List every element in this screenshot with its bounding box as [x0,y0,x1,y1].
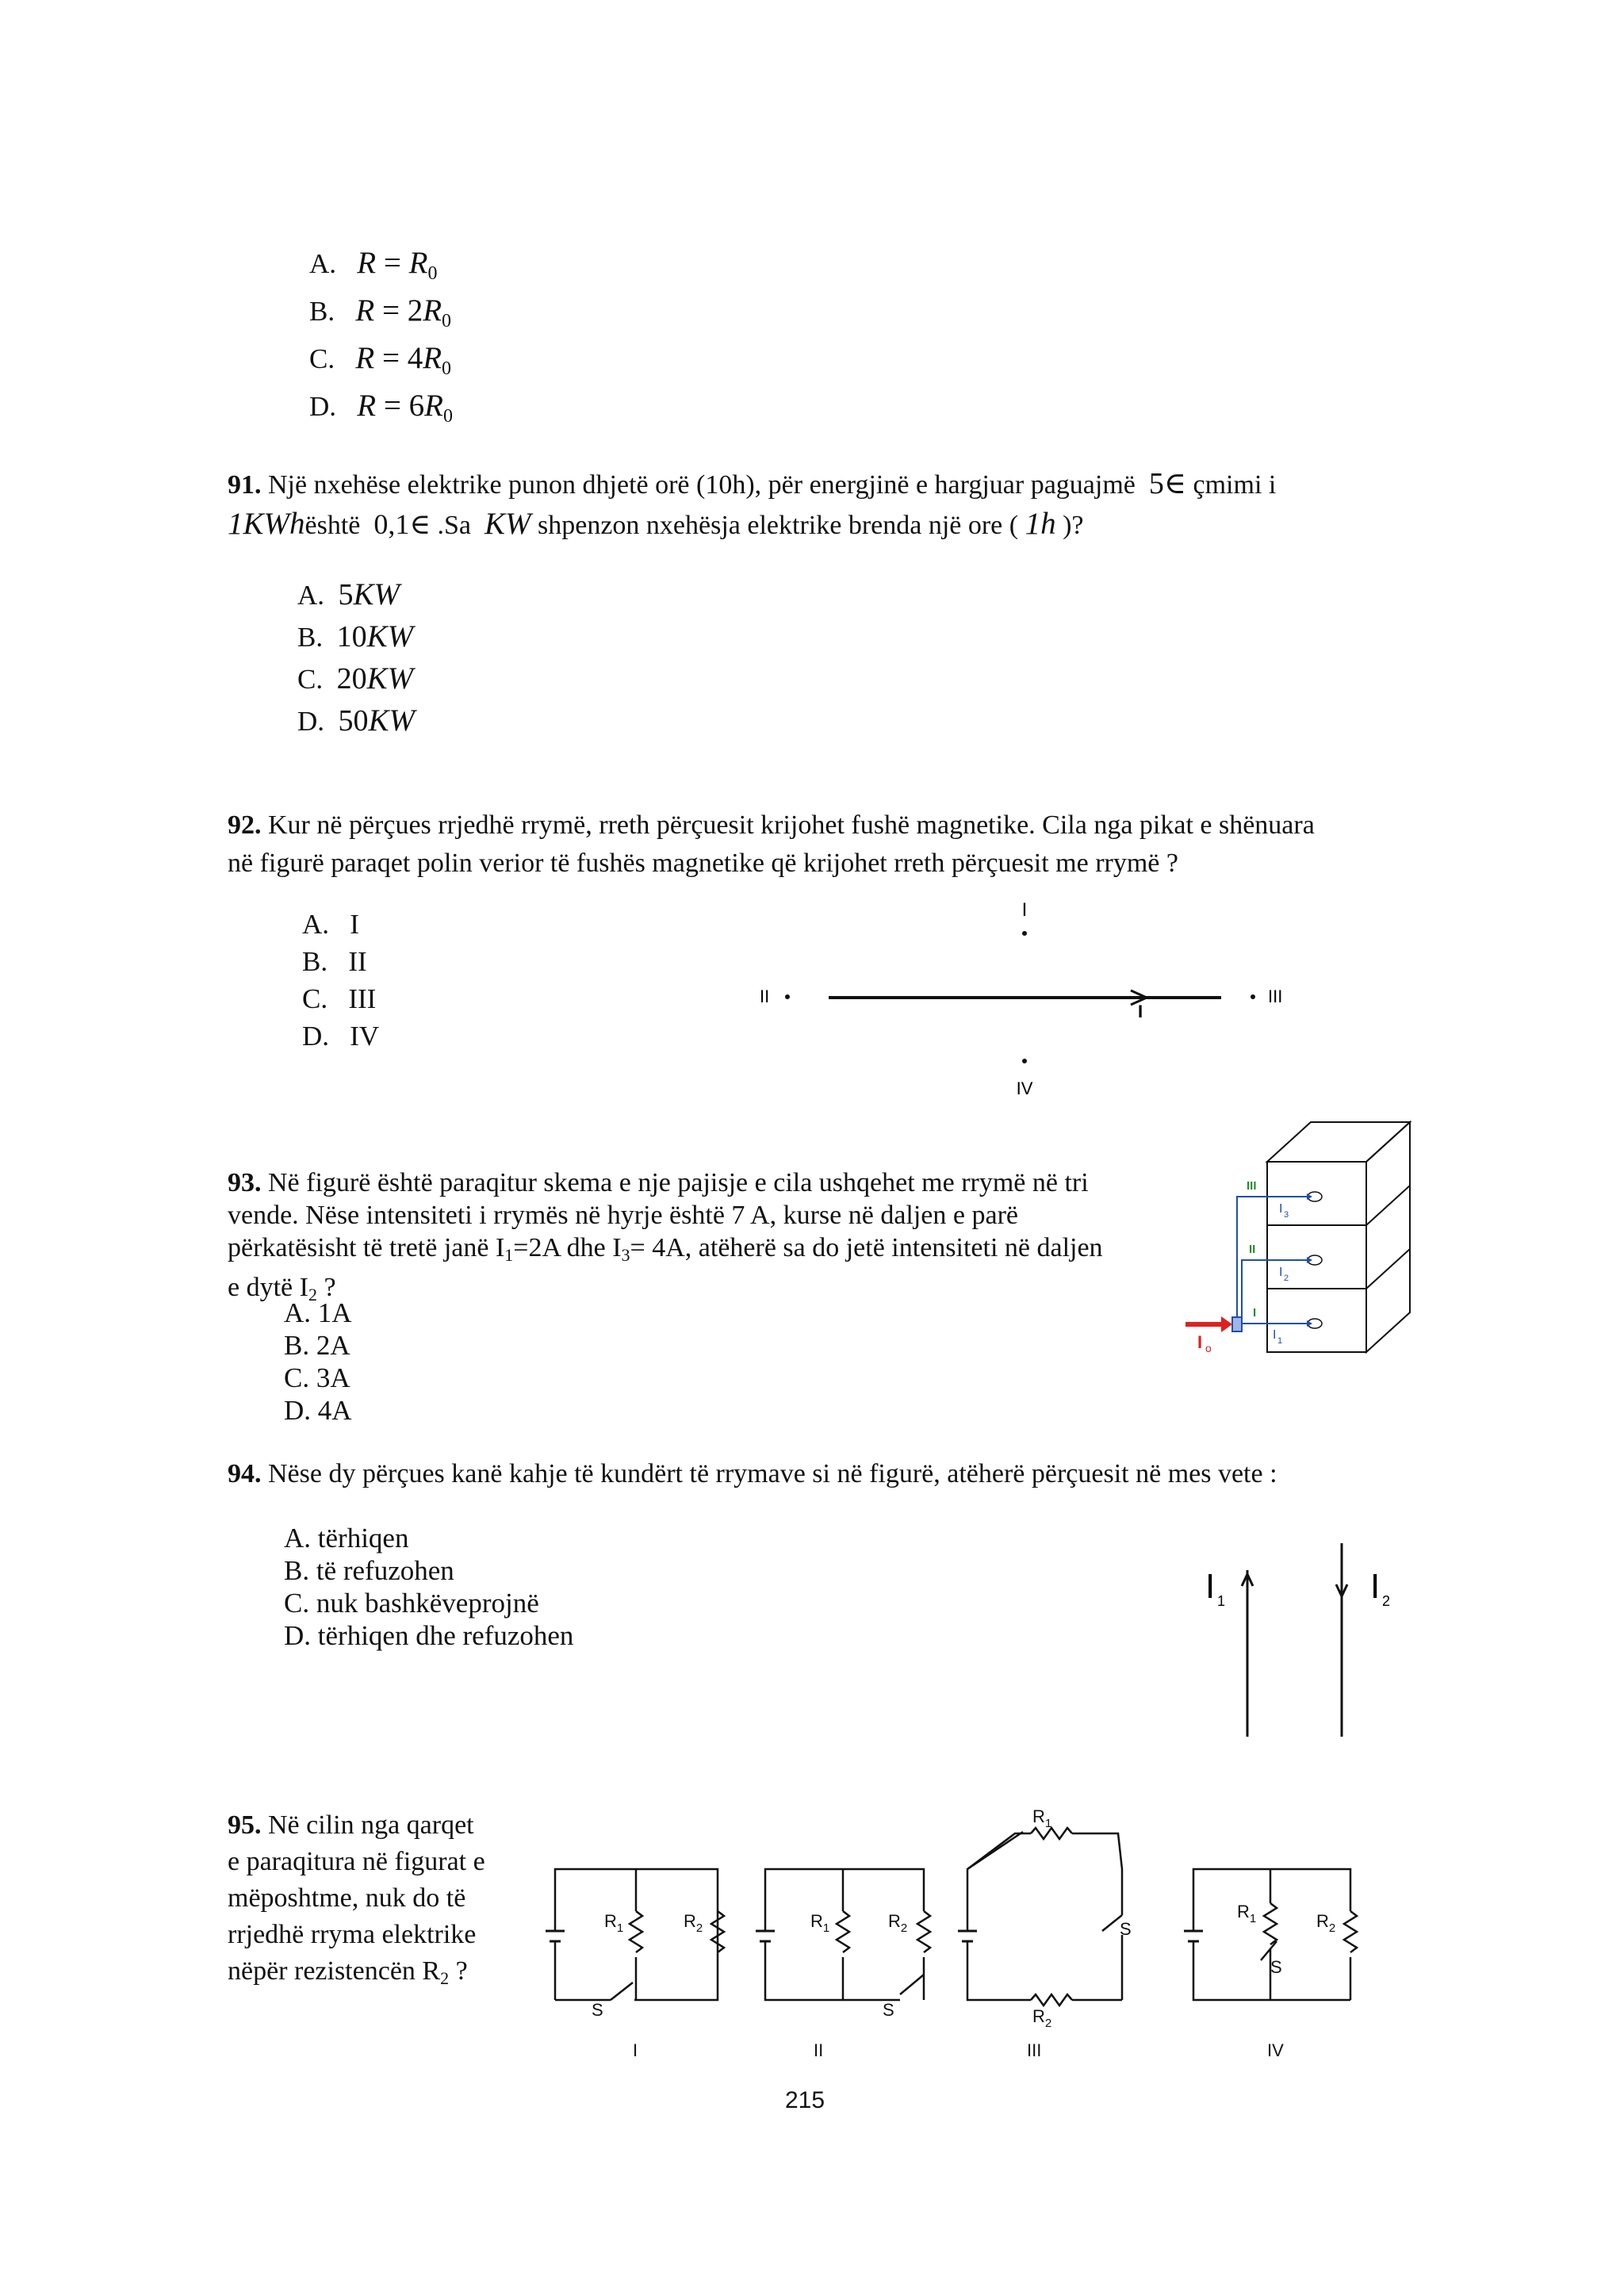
option-letter: C. [309,343,335,374]
input-current-label: I [1197,1332,1203,1352]
formula-sub: 0 [427,263,438,284]
option-text: II [348,946,367,977]
q93-device-figure [1174,1114,1427,1368]
option-letter: B. [297,622,324,653]
formula-coef: 2 [407,293,423,328]
point-ii-dot [785,994,790,999]
q93-line-4 [228,1271,1179,1311]
q93-text-3a: përkatësisht të tretë janë I [228,1233,505,1262]
q94-parallel-conductors-figure [1189,1531,1411,1737]
q91-question [228,468,1417,542]
formula-lhs: R [355,341,375,375]
question-number: 92. [228,810,262,840]
c3-caption: III [1027,2040,1042,2060]
q90-option-b [309,295,451,337]
formula-lhs: R [355,293,375,328]
option-letter: A. [302,909,330,940]
point-iv-dot [1022,1059,1027,1063]
q95-line-3: mëposhtme, nuk do të [228,1883,466,1913]
c4-r2-label: $R_2$ [1316,1911,1336,1935]
c1-switch-label: S [592,2000,603,2020]
question-number: 94. [228,1459,262,1488]
option-text: të refuzohen [316,1555,454,1586]
input-junction [1232,1317,1242,1331]
option-letter: B. [302,946,328,977]
page-number: 215 [785,2087,825,2113]
current-label: I [1138,1002,1143,1021]
q93-option-c [284,1362,350,1394]
q93-text-4b: ? [316,1273,336,1302]
q91-text-2-end: )? [1063,511,1084,540]
point-label-iv: IV [1016,1078,1033,1098]
output-label-iii: III [1247,1179,1257,1193]
option-letter: B. [284,1555,310,1586]
q91-rate: 0,1∈ [373,508,431,540]
option-text: 1A [317,1297,352,1328]
q91-text-1-end: çmimi i [1193,470,1277,500]
q95-line-4: rrjedhë rryma elektrike [228,1920,477,1949]
current-i2-sub: 2 [1284,1274,1289,1283]
current-i1-sub: 1 [1217,1593,1226,1609]
q95-text-1: Në cilin nga qarqet [268,1810,474,1840]
option-text: I [350,909,359,940]
option-letter: D. [302,1021,330,1052]
q91-line-2 [228,508,1417,542]
q93-sub-3: 3 [621,1245,630,1265]
q93-text-3c: = 4A, atëherë sa do jetë intensiteti në daljen [630,1233,1103,1262]
formula-eq: = [374,341,408,375]
option-letter: D. [284,1395,312,1426]
option-unit: KW [366,619,414,653]
q93-option-a [284,1297,352,1329]
formula-coef: 6 [408,389,425,423]
question-number: 95. [228,1810,262,1840]
q93-option-b [284,1330,350,1362]
c1-caption: I [633,2040,638,2060]
option-letter: A. [297,580,325,611]
c4-r1-label: $R_1$ [1237,1902,1257,1925]
q93-sub-1: 1 [504,1245,514,1265]
option-num: 50 [338,704,369,737]
formula-lhs: R [357,246,377,280]
q91-text-2b: .Sa [437,511,472,540]
option-formula [355,341,452,379]
question-number: 93. [228,1168,262,1197]
current-i1-label: I [1273,1328,1277,1342]
q91-text-2c: shpenzon nxehësja elektrike brenda një ore ( [538,511,1019,540]
point-label-i: I [1021,899,1028,921]
q94-option-a [284,1523,408,1554]
option-num: 5 [338,578,354,611]
arrow-2-icon [1307,1257,1312,1263]
option-letter: D. [284,1620,312,1651]
q91-option-b [297,621,413,653]
q92-option-a [302,909,359,941]
option-formula [357,246,438,284]
q93-text-3b: =2A dhe I [513,1233,622,1262]
q95-text-5b: ? [449,1956,468,1986]
circuit-3 [958,1828,1122,2006]
option-text: III [348,983,377,1014]
q92-option-b [302,946,367,978]
q91-hour: 1h [1025,507,1056,541]
option-text: nuk bashkëveprojnë [316,1588,539,1619]
current-i3-sub: 3 [1284,1210,1289,1220]
option-text: tërhiqen dhe refuzohen [317,1620,574,1651]
option-unit: KW [366,661,414,695]
question-number: 91. [228,470,262,500]
c3-r1-label: $R_1$ [1032,1806,1052,1830]
q95-sub-2: 2 [440,1968,450,1988]
option-letter: A. [309,248,337,279]
formula-eq: = [376,389,409,423]
c2-switch-label: S [883,2000,894,2020]
option-num: 20 [336,662,367,695]
q92-line-2: në figurë paraqet polin verior të fushës magnetike që krijohet rreth përçuesit me rrymë ? [228,849,1178,878]
c3-r2-label: $R_2$ [1032,2006,1052,2030]
current-i1-sub: 1 [1277,1336,1283,1346]
current-i3-label: I [1279,1202,1283,1216]
option-text: 2A [316,1330,350,1361]
q91-text-1: Një nxehëse elektrike punon dhjetë orë (10h), për energjinë e hargjuar paguajmë [268,470,1136,500]
q91-option-c [297,663,413,695]
q91-option-a [297,579,400,611]
q91-price: 5∈ [1148,467,1187,500]
arrow-3-icon [1307,1193,1312,1200]
q93-sub-2: 2 [308,1285,317,1304]
option-letter: B. [284,1330,310,1361]
q93-question [228,1167,1179,1311]
option-num: 10 [336,620,367,653]
c3-switch-label: S [1120,1919,1132,1939]
option-letter: C. [297,664,324,695]
formula-rhs: R [423,341,442,375]
q90-option-c [309,343,451,385]
q95-line-2: e paraqitura në figurat e [228,1847,485,1876]
q94-question [228,1458,1417,1490]
branch-wires [1237,1197,1307,1324]
q92-option-d [302,1021,379,1052]
c4-switch-label: S [1270,1957,1282,1977]
c4-caption: IV [1267,2040,1284,2060]
formula-coef: 4 [407,341,423,375]
q94-text-1: Nëse dy përçues kanë kahje të kundërt të rrymave si në figurë, atëherë përçuesit në mes vete : [268,1459,1277,1488]
option-letter: C. [284,1362,310,1393]
current-i1-label: I [1205,1567,1216,1606]
q91-kw: KW [485,507,531,541]
option-formula [357,389,453,427]
option-formula [355,293,452,331]
point-label-iii: III [1268,987,1283,1006]
q92-line-1 [228,809,1417,841]
c2-r2-label: $R_2$ [888,1911,908,1935]
formula-rhs: R [424,389,443,423]
q92-option-c [302,983,376,1015]
c1-r1-label: $R_1$ [604,1911,624,1935]
formula-lhs: R [357,389,377,423]
option-unit: KW [353,577,400,611]
q93-line-3 [228,1232,1179,1271]
q94-option-d [284,1620,573,1652]
c1-r2-label: $R_2$ [684,1911,703,1935]
input-arrow-icon [1221,1316,1232,1332]
q92-text-1: Kur në përçues rrjedhë rrymë, rreth përçuesit krijohet fushë magnetike. Cila nga pikat e shënuara [268,810,1315,840]
arrow-1-icon [1307,1320,1312,1327]
option-letter: D. [309,391,337,422]
q93-line-2: vende. Nëse intensiteti i rrymës në hyrje është 7 A, kurse në daljen e parë [228,1201,1018,1230]
c2-r1-label: $R_1$ [810,1911,830,1935]
q93-text-1: Në figurë është paraqitur skema e nje pajisje e cila ushqehet me rrymë në tri [268,1168,1089,1197]
q90-option-a [309,247,437,289]
input-current-sub: o [1205,1342,1212,1354]
q93-line-1 [228,1167,1179,1199]
option-letter: C. [302,983,328,1014]
q93-option-d [284,1395,352,1427]
c2-caption: II [814,2040,824,2060]
q90-option-d [309,390,453,432]
q91-line-1 [228,468,1417,501]
option-letter: A. [284,1523,312,1554]
point-iii-dot [1251,994,1255,999]
option-letter: D. [297,706,325,737]
formula-sub: 0 [442,311,452,331]
option-unit: KW [368,703,416,737]
q92-question [228,809,1417,879]
formula-sub: 0 [442,358,452,379]
current-i2-label: I [1370,1567,1381,1606]
option-letter: C. [284,1588,310,1619]
formula-rhs: R [408,246,428,280]
current-i2-sub: 2 [1382,1593,1391,1609]
output-label-ii: II [1249,1243,1256,1256]
option-text: IV [350,1021,380,1052]
q93-text-4a: e dytë I [228,1273,308,1302]
q91-text-2a: është [304,511,361,540]
q95-line-5 [228,1953,561,1997]
cabinet-outline [1267,1122,1410,1352]
formula-sub: 0 [442,406,453,427]
option-text: 3A [316,1362,350,1393]
option-text: 4A [317,1395,352,1426]
option-text: tërhiqen [317,1523,409,1554]
q95-line-1 [228,1807,561,1844]
q95-text-5a: nëpër rezistencën R [228,1956,441,1986]
q92-conductor-figure [745,892,1316,1114]
option-letter: B. [309,296,335,327]
point-i-dot [1022,931,1027,936]
current-i2-label: I [1279,1266,1283,1279]
q95-question [228,1807,561,1997]
q94-option-b [284,1555,454,1587]
formula-eq: = [376,246,409,280]
q91-unit-kwh: 1KWh [228,507,305,541]
q94-option-c [284,1588,539,1619]
output-label-i: I [1253,1306,1257,1320]
option-letter: A. [284,1297,312,1328]
q91-option-d [297,705,415,737]
point-label-ii: II [760,987,770,1006]
formula-rhs: R [423,293,442,328]
q95-circuits-figure [539,1806,1372,2086]
formula-eq: = [374,293,408,328]
